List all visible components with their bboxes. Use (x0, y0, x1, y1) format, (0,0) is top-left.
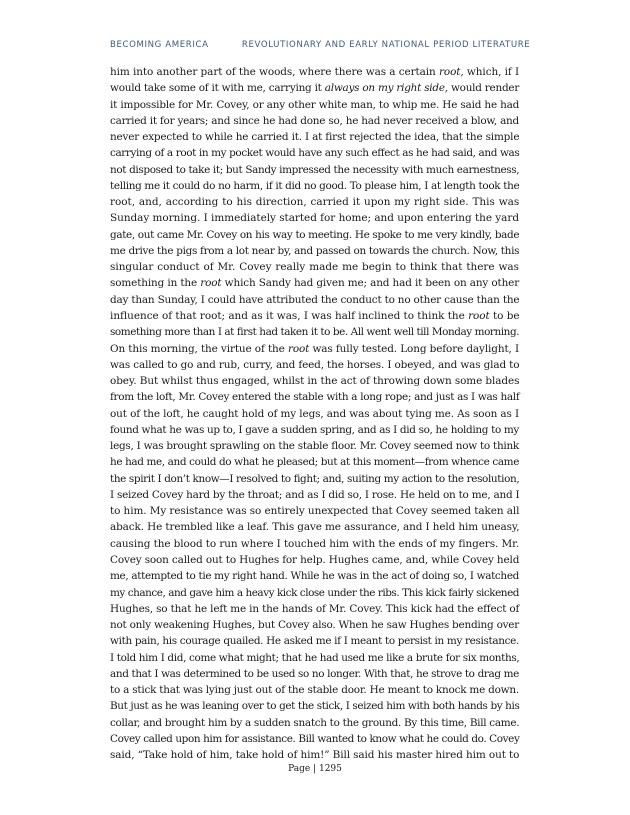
text-line (110, 341, 519, 357)
text-line (110, 633, 519, 649)
text-run: was fully tested. Long before daylight, I (309, 342, 519, 355)
text-run: never expected to while he carried it. I at first rejected the idea, that the simple (110, 131, 520, 144)
text-run: me, attempted to tie my right hand. While he was in the act of doing so, I watched (110, 570, 519, 583)
text-run: out of the loft, he caught hold of my legs, and was about tying me. As soon as I (110, 407, 519, 420)
body-text (110, 64, 519, 763)
text-run: to be (489, 309, 520, 322)
text-run: found what he was up to, I gave a sudden spring, and as I did so, he holding to my (110, 423, 519, 436)
text-run: it impossible for Mr. Covey, or any other white man, to whip me. He said he had (110, 98, 520, 111)
text-run: But just as he was leaning over to get the stick, I seized him with both hands by his (110, 700, 520, 713)
text-run: the spirit I don’t know—I resolved to fight; and, suiting my action to the resolution, (110, 472, 520, 485)
text-line (110, 650, 519, 666)
text-run: singular conduct of Mr. Covey really made me begin to think that there was (110, 261, 519, 274)
text-line (110, 487, 519, 503)
text-line (110, 438, 519, 454)
text-line (110, 389, 519, 405)
text-run: collar, and brought him by a sudden snatch to the ground. By this time, Bill came. (110, 716, 520, 729)
text-run: not only weakening Hughes, but Covey also. When he saw Hughes bending over (110, 619, 519, 632)
text-run: causing the blood to run where I touched him with the ends of my fingers. Mr. (110, 537, 520, 550)
text-run: Hughes, so that he left me in the hands of Mr. Covey. This kick had the effect of (110, 602, 520, 615)
page-number: Page | 1295 (288, 764, 342, 774)
text-run: would take some of it with me, carrying it (110, 82, 325, 95)
text-line (110, 698, 519, 714)
text-line (110, 259, 519, 275)
text-run: obey. But whilst thus engaged, whilst in the act of throwing down some blades (110, 375, 520, 388)
text-line (110, 292, 519, 308)
text-run: my chance, and gave him a heavy kick close under the ribs. This kick fairly sickened (110, 586, 519, 599)
text-line (110, 97, 519, 113)
text-line (110, 145, 519, 161)
text-line (110, 243, 519, 259)
text-line (110, 617, 519, 633)
text-run: was called to go and rub, curry, and feed, the horses. I obeyed, and was glad to (110, 358, 520, 371)
running-header (110, 40, 530, 50)
text-run: from the loft, Mr. Covey entered the stable with a long rope; and just as I was half (110, 391, 520, 404)
text-line (110, 552, 519, 568)
text-line (110, 715, 519, 731)
italic-run: root (200, 277, 222, 290)
text-run: Sunday morning. I immediately started for home; and upon entering the yard (110, 212, 519, 225)
text-line (110, 568, 519, 584)
italic-run: root, (438, 66, 464, 78)
text-line (110, 519, 519, 535)
text-run: telling me it could do no harm, if it did no good. To please him, I at length took the (110, 179, 520, 192)
text-run: me drive the pigs from a lot near by, and passed on towards the church. Now, this (110, 244, 520, 257)
text-run: I told him I did, come what might; that he had used me like a brute for six months, (110, 651, 520, 664)
text-run: I seized Covey hard by the throat; and as I did so, I rose. He held on to me, and I (110, 488, 520, 501)
text-run: which Sandy had given me; and had it been on any other (221, 277, 520, 290)
text-run: and that I was determined to be used so no longer. With that, he strove to drag me (110, 667, 519, 680)
text-run: something in the (110, 277, 201, 290)
text-line (110, 210, 519, 226)
text-line (110, 422, 519, 438)
text-line (110, 64, 519, 80)
text-run: day than Sunday, I could have attributed the conduct to no other cause than the (110, 293, 520, 306)
text-line (110, 129, 519, 145)
text-run: not disposed to take it; but Sandy impressed the necessity with much earnestness, (110, 163, 520, 176)
italic-run: root (287, 342, 310, 355)
text-line (110, 308, 519, 324)
text-run: gate, out came Mr. Covey on his way to meeting. He spoke to me very kindly, bade (110, 228, 520, 241)
header-section-title: REVOLUTIONARY AND EARLY NATIONAL PERIOD LITERATURE (241, 40, 531, 50)
text-run: something more than I at first had taken it to be. All went well till Monday morning. (110, 326, 520, 339)
text-run: aback. He trembled like a leaf. This gave me assurance, and I held him uneasy, (110, 521, 520, 534)
text-run: Covey called upon him for assistance. Bill wanted to know what he could do. Covey (110, 732, 520, 745)
text-line (110, 113, 519, 129)
italic-run: root (468, 309, 490, 322)
text-line (110, 406, 519, 422)
text-run: said, “Take hold of him, take hold of him!” Bill said his master hired him out to (110, 749, 520, 762)
text-run: which, if I (463, 66, 519, 78)
text-line (110, 275, 519, 291)
text-run: influence of that root; and as it was, I was half inclined to think the (110, 309, 469, 322)
text-line (110, 373, 519, 389)
text-line (110, 585, 519, 601)
text-run: him into another part of the woods, where there was a certain (110, 66, 439, 78)
text-line (110, 227, 519, 243)
text-run: Covey soon called out to Hughes for help. Hughes came, and, while Covey held (110, 553, 520, 566)
italic-run: always on my right side, (324, 82, 448, 95)
text-run: carrying of a root in my pocket would have any such effect as he had said, and was (110, 147, 520, 160)
header-book-title: BECOMING AMERICA (110, 40, 209, 50)
text-line (110, 731, 519, 747)
text-line (110, 454, 519, 470)
text-line (110, 536, 519, 552)
text-run: to him. My resistance was so entirely unexpected that Covey seemed taken all (110, 505, 520, 518)
text-line (110, 601, 519, 617)
text-run: to a stick that was lying just out of the stable door. He meant to knock me down. (110, 684, 519, 697)
text-line (110, 503, 519, 519)
text-run: with pain, his courage quailed. He asked me if I meant to persist in my resistance. (110, 635, 519, 648)
text-run: he had me, and could do what he pleased; but at this moment—from whence came (110, 456, 519, 469)
text-line (110, 666, 519, 682)
text-line (110, 682, 519, 698)
text-run: On this morning, the virtue of the (110, 342, 288, 355)
text-line (110, 194, 519, 210)
text-line (110, 747, 519, 763)
text-line (110, 162, 519, 178)
text-line (110, 324, 519, 340)
text-run: carried it for years; and since he had done so, he had never received a blow, and (110, 114, 519, 127)
text-line (110, 178, 519, 194)
text-line (110, 471, 519, 487)
text-line (110, 357, 519, 373)
text-run: would render (447, 82, 520, 95)
text-run: root, and, according to his direction, carried it upon my right side. This was (110, 196, 520, 209)
text-run: legs, I was brought sprawling on the stable floor. Mr. Covey seemed now to think (110, 440, 519, 453)
text-line (110, 80, 519, 96)
